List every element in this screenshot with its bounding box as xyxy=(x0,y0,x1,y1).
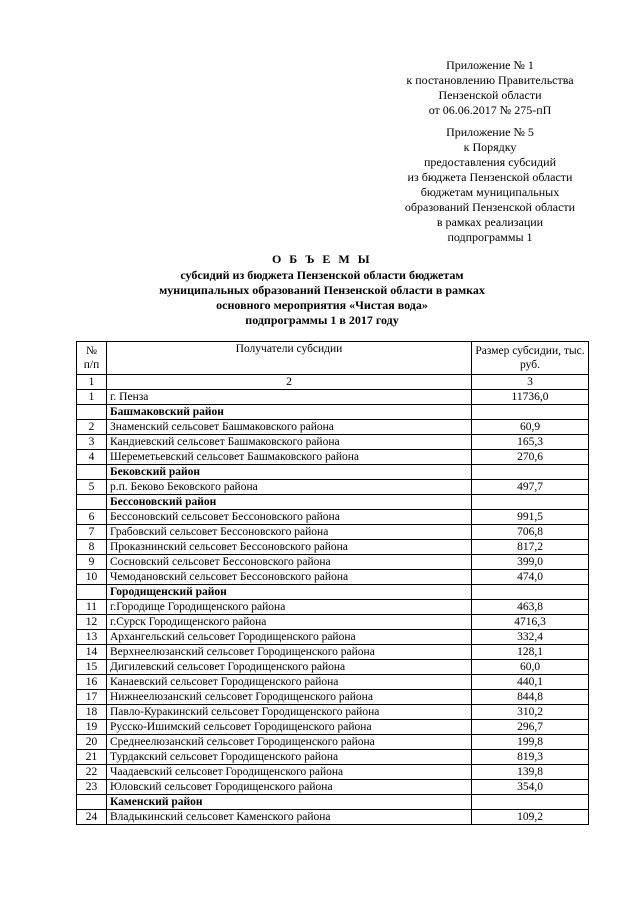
row-number: 23 xyxy=(77,780,107,795)
table-body xyxy=(77,390,589,825)
header-name-label: Получатели субсидии xyxy=(235,343,343,355)
table-row xyxy=(77,630,589,645)
table-row xyxy=(77,645,589,660)
subsidy-value: 310,2 xyxy=(472,705,589,720)
subsidy-value: 844,8 xyxy=(472,690,589,705)
header-value xyxy=(472,342,589,375)
header-value-label: Размер субсидии, тыс. руб. xyxy=(475,345,585,371)
annex-5-block xyxy=(368,125,612,245)
recipient-name: г.Городище Городищенского района xyxy=(107,600,472,615)
row-number: 12 xyxy=(77,615,107,630)
recipient-name: Бессоновский район xyxy=(107,495,472,510)
subsidy-value: 139,8 xyxy=(472,765,589,780)
subsidy-value: 165,3 xyxy=(472,435,589,450)
subsidy-value: 296,7 xyxy=(472,720,589,735)
recipient-name: Канаевский сельсовет Городищенского района xyxy=(107,675,472,690)
row-number: 22 xyxy=(77,765,107,780)
district-row xyxy=(77,495,589,510)
annex-5-line: образований Пензенской области xyxy=(404,200,576,214)
recipient-name: Среднеелюзанский сельсовет Городищенского района xyxy=(107,735,472,750)
row-number: 21 xyxy=(77,750,107,765)
table-header xyxy=(77,342,589,390)
subsidy-table xyxy=(76,341,589,825)
subsidy-value: 817,2 xyxy=(472,540,589,555)
recipient-name: г. Пенза xyxy=(107,390,472,405)
annex-5-line: к Порядку xyxy=(463,140,517,154)
column-number: 1 xyxy=(77,375,107,390)
title-line: субсидий из бюджета Пензенской области бюджетам xyxy=(180,268,464,282)
table-row xyxy=(77,675,589,690)
recipient-name: Чаадаевский сельсовет Городищенского района xyxy=(107,765,472,780)
subsidy-value xyxy=(472,495,589,510)
subsidy-value: 60,9 xyxy=(472,420,589,435)
row-number: 1 xyxy=(77,390,107,405)
table-row xyxy=(77,705,589,720)
table-row xyxy=(77,750,589,765)
recipient-name: Башмаковский район xyxy=(107,405,472,420)
subsidy-value xyxy=(472,465,589,480)
row-number: 19 xyxy=(77,720,107,735)
district-row xyxy=(77,465,589,480)
subsidy-value: 354,0 xyxy=(472,780,589,795)
recipient-name: Проказнинский сельсовет Бессоновского района xyxy=(107,540,472,555)
table-row xyxy=(77,510,589,525)
subsidy-value xyxy=(472,585,589,600)
subsidy-value: 128,1 xyxy=(472,645,589,660)
row-number: 15 xyxy=(77,660,107,675)
table-row xyxy=(77,810,589,825)
recipient-name: Верхнеелюзанский сельсовет Городищенского района xyxy=(107,645,472,660)
table-row xyxy=(77,525,589,540)
row-number: 14 xyxy=(77,645,107,660)
title-heading: О Б Ъ Е М Ы xyxy=(271,252,373,266)
annex-5-line: бюджетам муниципальных xyxy=(420,185,560,199)
recipient-name: Русско-Ишимский сельсовет Городищенского района xyxy=(107,720,472,735)
recipient-name: Шереметьевский сельсовет Башмаковского района xyxy=(107,450,472,465)
recipient-name: Архангельский сельсовет Городищенского района xyxy=(107,630,472,645)
recipient-name: Бековский район xyxy=(107,465,472,480)
annex-1-line: к постановлению Правительства xyxy=(406,73,574,87)
recipient-name: Бессоновский сельсовет Бессоновского района xyxy=(107,510,472,525)
table-row xyxy=(77,420,589,435)
row-number: 3 xyxy=(77,435,107,450)
recipient-name: Кандиевский сельсовет Башмаковского района xyxy=(107,435,472,450)
row-number xyxy=(77,405,107,420)
recipient-name: Каменский район xyxy=(107,795,472,810)
table-row xyxy=(77,660,589,675)
recipient-name: р.п. Беково Бековского района xyxy=(107,480,472,495)
table-row xyxy=(77,765,589,780)
subsidy-value: 991,5 xyxy=(472,510,589,525)
recipient-name: Павло-Куракинский сельсовет Городищенского района xyxy=(107,705,472,720)
recipient-name: Турдакский сельсовет Городищенского района xyxy=(107,750,472,765)
row-number: 20 xyxy=(77,735,107,750)
annex-5-line: Приложение № 5 xyxy=(446,125,534,139)
table-row xyxy=(77,450,589,465)
recipient-name: Юловский сельсовет Городищенского района xyxy=(107,780,472,795)
recipient-name: Сосновский сельсовет Бессоновского района xyxy=(107,555,472,570)
row-number: 13 xyxy=(77,630,107,645)
row-number: 24 xyxy=(77,810,107,825)
row-number: 7 xyxy=(77,525,107,540)
table-row xyxy=(77,555,589,570)
annex-5-line: предоставления субсидий xyxy=(423,155,557,169)
table-row xyxy=(77,615,589,630)
row-number: 10 xyxy=(77,570,107,585)
row-number: 18 xyxy=(77,705,107,720)
subsidy-value: 199,8 xyxy=(472,735,589,750)
subsidy-value: 109,2 xyxy=(472,810,589,825)
header-num-label: № п/п xyxy=(83,345,100,371)
recipient-name: Городищенский район xyxy=(107,585,472,600)
column-number: 3 xyxy=(472,375,589,390)
district-row xyxy=(77,795,589,810)
table-row xyxy=(77,720,589,735)
row-number: 11 xyxy=(77,600,107,615)
row-number: 8 xyxy=(77,540,107,555)
annex-5-line: подпрограммы 1 xyxy=(447,230,533,244)
row-number: 4 xyxy=(77,450,107,465)
district-row xyxy=(77,405,589,420)
table-header-row xyxy=(77,342,589,375)
subsidy-value: 399,0 xyxy=(472,555,589,570)
annex-5-line: из бюджета Пензенской области xyxy=(407,170,573,184)
row-number: 6 xyxy=(77,510,107,525)
table-row xyxy=(77,600,589,615)
table-row xyxy=(77,735,589,750)
row-number xyxy=(77,465,107,480)
annex-5-line: в рамках реализации xyxy=(436,215,544,229)
subsidy-value: 819,3 xyxy=(472,750,589,765)
row-number: 9 xyxy=(77,555,107,570)
table-row xyxy=(77,570,589,585)
subsidy-value: 474,0 xyxy=(472,570,589,585)
subsidy-value: 463,8 xyxy=(472,600,589,615)
row-number xyxy=(77,585,107,600)
table-row xyxy=(77,540,589,555)
annex-1-block xyxy=(368,58,612,118)
column-numbers-row xyxy=(77,375,589,390)
column-number: 2 xyxy=(107,375,472,390)
subsidy-value xyxy=(472,795,589,810)
recipient-name: Владыкинский сельсовет Каменского района xyxy=(107,810,472,825)
table-row xyxy=(77,780,589,795)
recipient-name: Нижнеелюзанский сельсовет Городищенского района xyxy=(107,690,472,705)
table-row xyxy=(77,690,589,705)
subsidy-value: 497,7 xyxy=(472,480,589,495)
annex-1-line: Приложение № 1 xyxy=(446,58,534,72)
row-number: 16 xyxy=(77,675,107,690)
header-name xyxy=(107,342,472,375)
document-title xyxy=(120,252,524,328)
subsidy-value: 4716,3 xyxy=(472,615,589,630)
row-number: 17 xyxy=(77,690,107,705)
subsidy-value: 11736,0 xyxy=(472,390,589,405)
subsidy-value: 706,8 xyxy=(472,525,589,540)
subsidy-value: 332,4 xyxy=(472,630,589,645)
row-number: 5 xyxy=(77,480,107,495)
subsidy-value xyxy=(472,405,589,420)
recipient-name: Знаменский сельсовет Башмаковского района xyxy=(107,420,472,435)
row-number xyxy=(77,795,107,810)
row-number xyxy=(77,495,107,510)
recipient-name: г.Сурск Городищенского района xyxy=(107,615,472,630)
annex-1-line: от 06.06.2017 № 275-пП xyxy=(428,103,552,117)
title-line: основного мероприятия «Чистая вода» xyxy=(216,298,428,312)
row-number: 2 xyxy=(77,420,107,435)
table-row xyxy=(77,435,589,450)
table-row xyxy=(77,480,589,495)
title-line: подпрограммы 1 в 2017 году xyxy=(245,313,399,327)
recipient-name: Дигилевский сельсовет Городищенского района xyxy=(107,660,472,675)
district-row xyxy=(77,585,589,600)
table-row xyxy=(77,390,589,405)
header-num xyxy=(77,342,107,375)
recipient-name: Чемодановский сельсовет Бессоновского района xyxy=(107,570,472,585)
subsidy-value: 60,0 xyxy=(472,660,589,675)
recipient-name: Грабовский сельсовет Бессоновского района xyxy=(107,525,472,540)
subsidy-value: 270,6 xyxy=(472,450,589,465)
title-line: муниципальных образований Пензенской области в рамках xyxy=(159,283,485,297)
annex-1-line: Пензенской области xyxy=(438,88,542,102)
subsidy-value: 440,1 xyxy=(472,675,589,690)
